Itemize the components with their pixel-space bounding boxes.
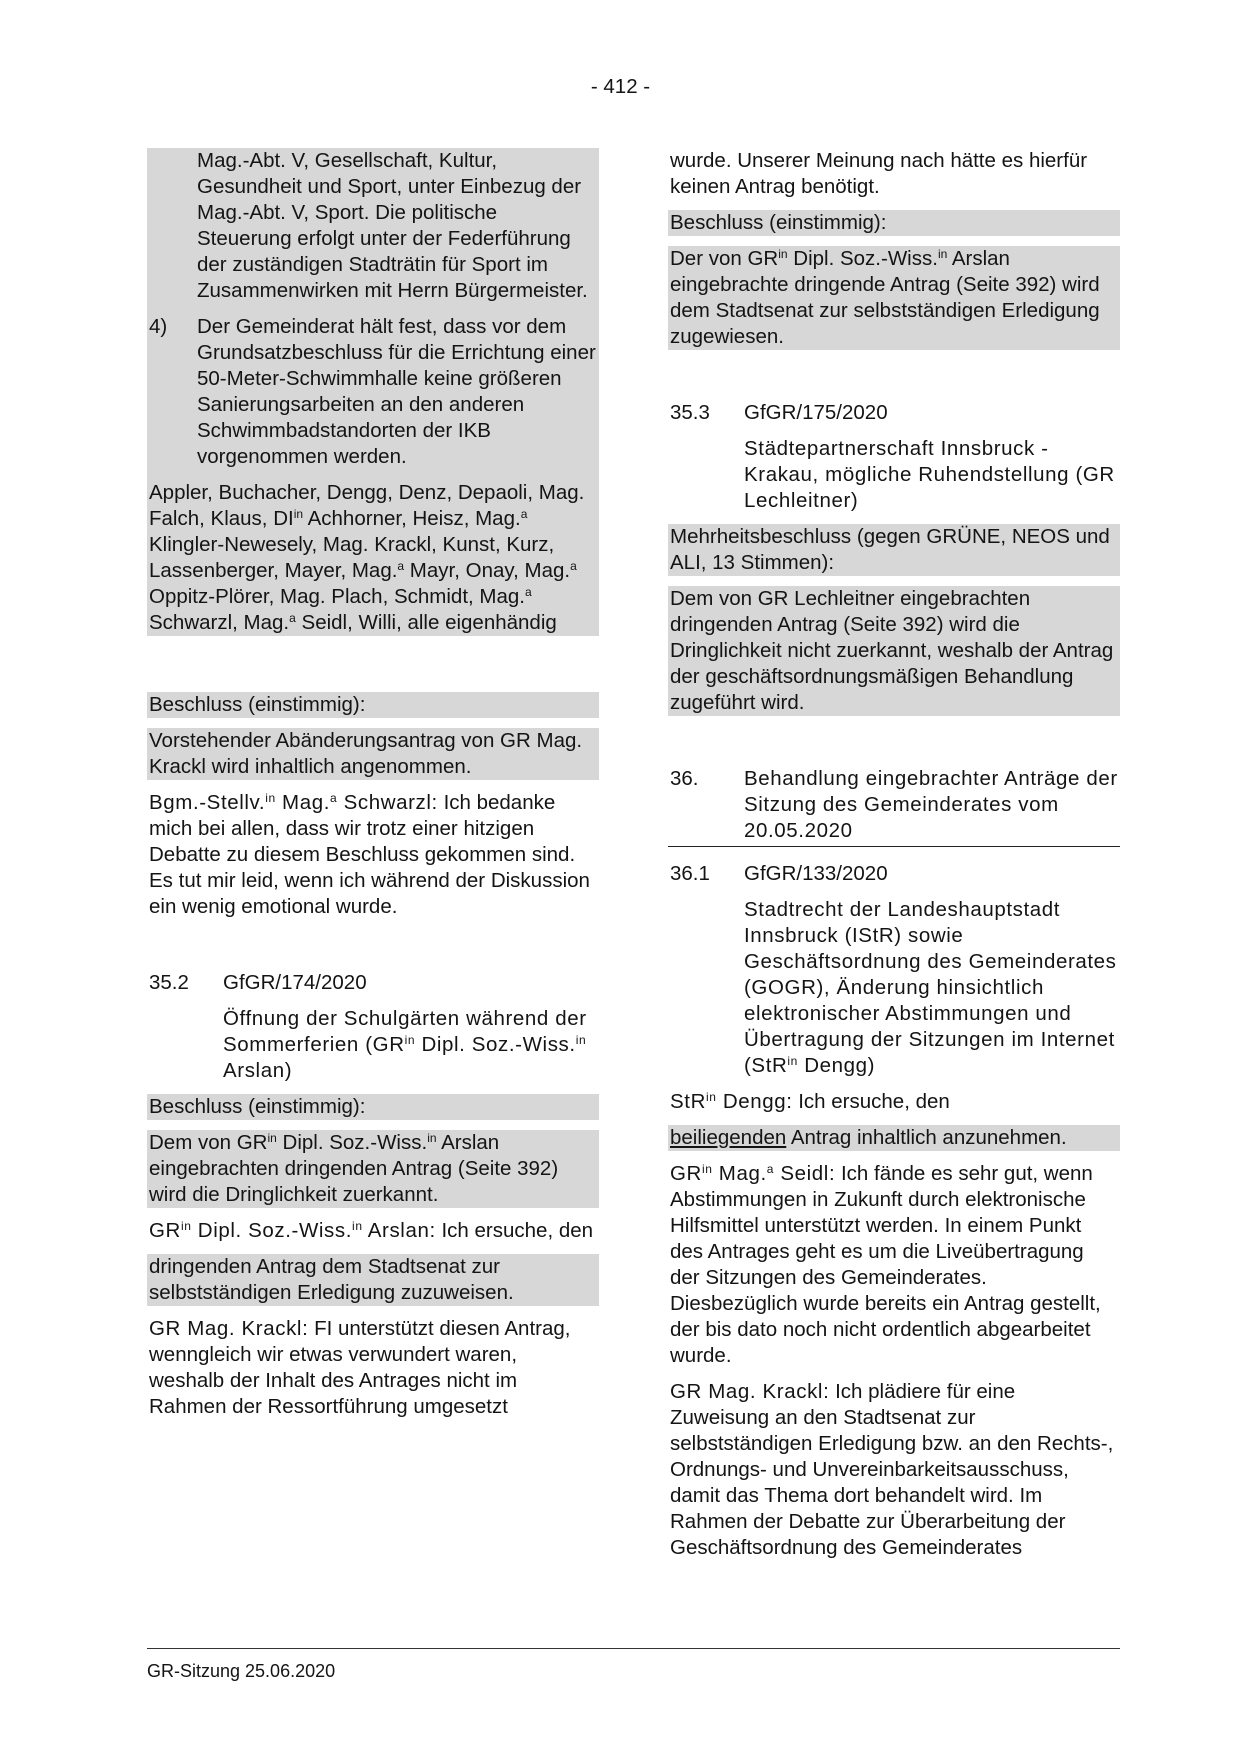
speech-seidl (668, 1161, 1120, 1369)
section-35-2-beschluss-text: Dem von $GR^{in}$ Dipl. Soz.-Wiss.$^{in}$ Arslan eingebrachten dringenden Antrag (Seite 392) wird die Dringlichkeit zuerkannt. (147, 1130, 599, 1208)
item-4-text: Der Gemeinderat hält fest, dass vor dem Grundsatzbeschluss für die Errichtung einer 50-Meter-Schwimmhalle keine größeren Sanierungsarbeiten an den anderen Schwimmbadstandorten der IKB vorgenommen werden. (197, 315, 596, 468)
speech-arslan-highlight: dringenden Antrag dem Stadtsenat zur selbstständigen Erledigung zuzuweisen. (147, 1254, 599, 1306)
item-4 (147, 314, 599, 470)
attachment-link[interactable]: beiliegenden (670, 1126, 787, 1149)
section-35-2-title: Öffnung der Schulgärten während der Sommerferien ($GR^{in}$ Dipl. Soz.-Wiss.$^{in}$ Arslan) (223, 1007, 587, 1082)
section-reference: GfGR/175/2020 (744, 401, 888, 424)
footer-divider (147, 1648, 1120, 1649)
speaker-name: StR$^{in}$ Dengg: (670, 1090, 793, 1113)
speech-text: Ich fände es sehr gut, wenn Abstimmungen in Zukunft durch elektronische Hilfsmittel unterstützt werden. In einem Punkt des Antrages geht es um die Liveübertragung der Sitzungen des Gemeinderates. Diesbezüglich wurde bereits ein Antrag gestellt, der bis dato noch nicht ordentlich abgearbeitet wurde. (670, 1162, 1101, 1367)
section-35-2-header (147, 970, 599, 996)
footer-session-date: GR-Sitzung 25.06.2020 (147, 1661, 336, 1681)
section-number: 36. (670, 767, 699, 790)
speaker-name: Bgm.-Stellv.$^{in}$ Mag.$^a$ Schwarzl: (149, 791, 438, 814)
highlight-text: Antrag inhaltlich anzunehmen. (790, 1126, 1067, 1149)
speech-text: FI unterstützt diesen Antrag, wenngleich wir etwas verwundert waren, weshalb der Inhalt des Antrages nicht im Rahmen der Ressortführung umgesetzt (149, 1317, 571, 1418)
speech-text: Ich ersuche, den (441, 1219, 594, 1242)
continued-text: wurde. Unserer Meinung nach hätte es hierfür keinen Antrag benötigt. (670, 149, 1088, 198)
right-column (668, 148, 1120, 1571)
speaker-name: $GR^{in}$ Mag.$^a$ Seidl: (670, 1162, 836, 1185)
section-35-3-header (668, 400, 1120, 426)
speech-krackl (668, 1379, 1120, 1561)
beschluss-label: Beschluss (einstimmig): (668, 210, 1120, 236)
section-reference: GfGR/133/2020 (744, 862, 888, 885)
speaker-name: GR Mag. Krackl: (670, 1380, 830, 1403)
speaker-name: $GR^{in}$ Dipl. Soz.-Wiss.$^{in}$ Arslan: (149, 1219, 436, 1242)
beschluss-text: Der von $GR^{in}$ Dipl. Soz.-Wiss.$^{in}$ Arslan eingebrachte dringende Antrag (Seite 392) wird dem Stadtsenat zur selbstständigen Erledigung zugewiesen. (668, 246, 1120, 350)
speech-krackl (147, 1316, 599, 1420)
section-36-1-title: Stadtrecht der Landeshauptstadt Innsbruck (IStR) sowie Geschäftsordnung des Gemeinderates (GOGR), Änderung hinsichtlich elektronischer Abstimmungen und Übertragung der Sitzungen im Internet (StR$^{in}$ Dengg) (744, 898, 1117, 1077)
amendment-block (147, 148, 599, 636)
signatories: Appler, Buchacher, Dengg, Denz, Depaoli, Mag. Falch, Klaus, $DI^{in}$ Achhorner, Heisz, Mag.$^a$ Klingler-Newesely, Mag. Krackl, Kunst, Kurz, Lassenberger, Mayer, Mag.$^a$ Mayr, Onay, Mag.$^a$ Oppitz-Plörer, Mag. Plach, Schmidt, Mag.$^a$ Schwarzl, Mag.$^a$ Seidl, Willi, alle eigenhändig (149, 481, 585, 634)
section-number: 36.1 (670, 862, 710, 885)
section-number: 35.3 (670, 401, 710, 424)
section-title: Behandlung eingebrachter Anträge der Sitzung des Gemeinderates vom 20.05.2020 (744, 767, 1118, 842)
item-4-number: 4) (149, 315, 168, 338)
section-36-1-header (668, 861, 1120, 887)
left-column (147, 148, 599, 1430)
section-36-header (668, 766, 1120, 847)
section-number: 35.2 (149, 971, 189, 994)
speech-dengg (668, 1089, 1120, 1115)
section-35-3-title: Städtepartnerschaft Innsbruck - Krakau, mögliche Ruhendstellung (GR Lechleitner) (744, 437, 1115, 512)
beschluss-label: Beschluss (einstimmig): (147, 692, 599, 718)
beschluss-text: Vorstehender Abänderungsantrag von GR Mag. Krackl wird inhaltlich angenommen. (147, 728, 599, 780)
speech-text: Ich bedanke mich bei allen, dass wir trotz einer hitzigen Debatte zu diesem Beschluss gekommen sind. Es tut mir leid, wenn ich während der Diskussion ein wenig emotional wurde. (149, 791, 590, 918)
speech-text: Ich plädiere für eine Zuweisung an den Stadtsenat zur selbstständigen Erledigung bzw. an den Rechts-, Ordnungs- und Unvereinbarkeitsausschuss, damit das Thema dort behandelt wird. Im Rahmen der Debatte zur Überarbeitung der Geschäftsordnung des Gemeinderates (670, 1380, 1114, 1559)
speech-arslan (147, 1218, 599, 1244)
section-35-3-beschluss-text: Dem von GR Lechleitner eingebrachten dringenden Antrag (Seite 392) wird die Dringlichkeit nicht zuerkannt, weshalb der Antrag der geschäftsordnungsmäßigen Behandlung zugeführt wird. (668, 586, 1120, 716)
speech-schwarzl (147, 790, 599, 920)
speaker-name: GR Mag. Krackl: (149, 1317, 309, 1340)
section-35-2-beschluss-label: Beschluss (einstimmig): (147, 1094, 599, 1120)
speech-dengg-highlight (668, 1125, 1120, 1151)
section-reference: GfGR/174/2020 (223, 971, 367, 994)
section-35-3-beschluss-label: Mehrheitsbeschluss (gegen GRÜNE, NEOS und ALI, 13 Stimmen): (668, 524, 1120, 576)
item-3-continuation: Mag.-Abt. V, Gesellschaft, Kultur, Gesundheit und Sport, unter Einbezug der Mag.-Abt. V, Sport. Die politische Steuerung erfolgt unter der Federführung der zuständigen Stadträtin für Sport im Zusammenwirken mit Herrn Bürgermeister. (197, 149, 588, 302)
page-number: - 412 - (590, 75, 651, 98)
speech-text: Ich ersuche, den (798, 1090, 950, 1113)
